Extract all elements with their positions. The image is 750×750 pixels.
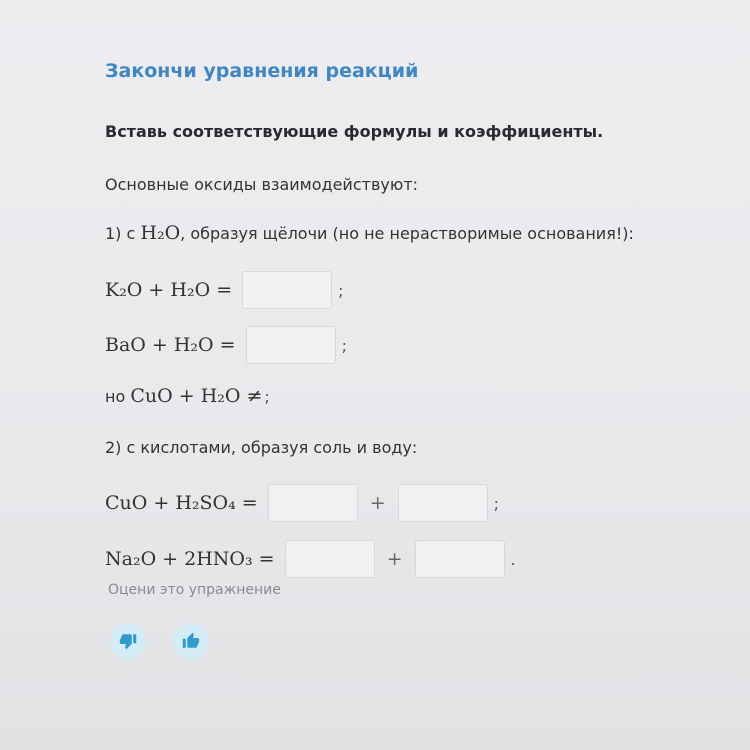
equation-k2o-semicolon: ;: [338, 280, 344, 300]
like-button[interactable]: [173, 623, 209, 659]
thumbs-up-icon: [182, 632, 200, 650]
equation-na2o-hno3-answer-1-input[interactable]: [285, 540, 375, 578]
section-1-text: , образуя щёлочи (но не нерастворимые основания!):: [180, 223, 634, 243]
intro-text: Основные оксиды взаимодействуют:: [105, 175, 419, 194]
thumbs-down-icon: [119, 632, 137, 650]
section-1-heading: [105, 222, 634, 244]
equation-cuo-water-lhs: CuO + H₂O ≠: [130, 385, 263, 407]
equation-na2o-hno3-period: .: [510, 549, 516, 569]
equation-k2o-answer-input[interactable]: [242, 271, 332, 309]
plus-sign: +: [386, 548, 403, 570]
equation-bao-answer-input[interactable]: [246, 326, 336, 364]
equation-cuo-h2so4-lhs: CuO + H₂SO₄ =: [105, 492, 258, 514]
equation-k2o: [105, 271, 344, 309]
rate-exercise-label: Оцени это упражнение: [108, 582, 281, 598]
equation-na2o-hno3: [105, 540, 516, 578]
exercise-title: Закончи уравнения реакций: [105, 60, 419, 82]
equation-cuo-h2so4-semicolon: ;: [493, 493, 500, 513]
equation-cuo-water-prefix: но: [105, 386, 126, 406]
equation-cuo-water-semicolon: ;: [264, 386, 270, 406]
equation-bao-lhs: BaO + H₂O =: [105, 334, 236, 356]
equation-na2o-hno3-answer-2-input[interactable]: [415, 540, 505, 578]
equation-bao: [105, 326, 347, 364]
water-formula: H₂O: [140, 222, 181, 244]
exercise-instruction: Вставь соответствующие формулы и коэффициенты.: [105, 122, 604, 141]
section-2-heading: [105, 438, 417, 457]
dislike-button[interactable]: [110, 623, 146, 659]
section-1-preposition: с: [126, 223, 136, 243]
equation-cuo-h2so4-answer-2-input[interactable]: [398, 484, 488, 522]
section-1-number: 1): [105, 223, 122, 243]
equation-cuo-h2so4-answer-1-input[interactable]: [268, 484, 358, 522]
equation-cuo-h2so4: [105, 484, 499, 522]
equation-cuo-water: [105, 385, 270, 407]
plus-sign: +: [369, 492, 386, 514]
equation-na2o-hno3-lhs: Na₂O + 2HNO₃ =: [105, 548, 275, 570]
equation-k2o-lhs: K₂O + H₂O =: [105, 279, 233, 301]
section-2-text: 2) с кислотами, образуя соль и воду:: [105, 438, 418, 457]
equation-bao-semicolon: ;: [341, 335, 347, 355]
